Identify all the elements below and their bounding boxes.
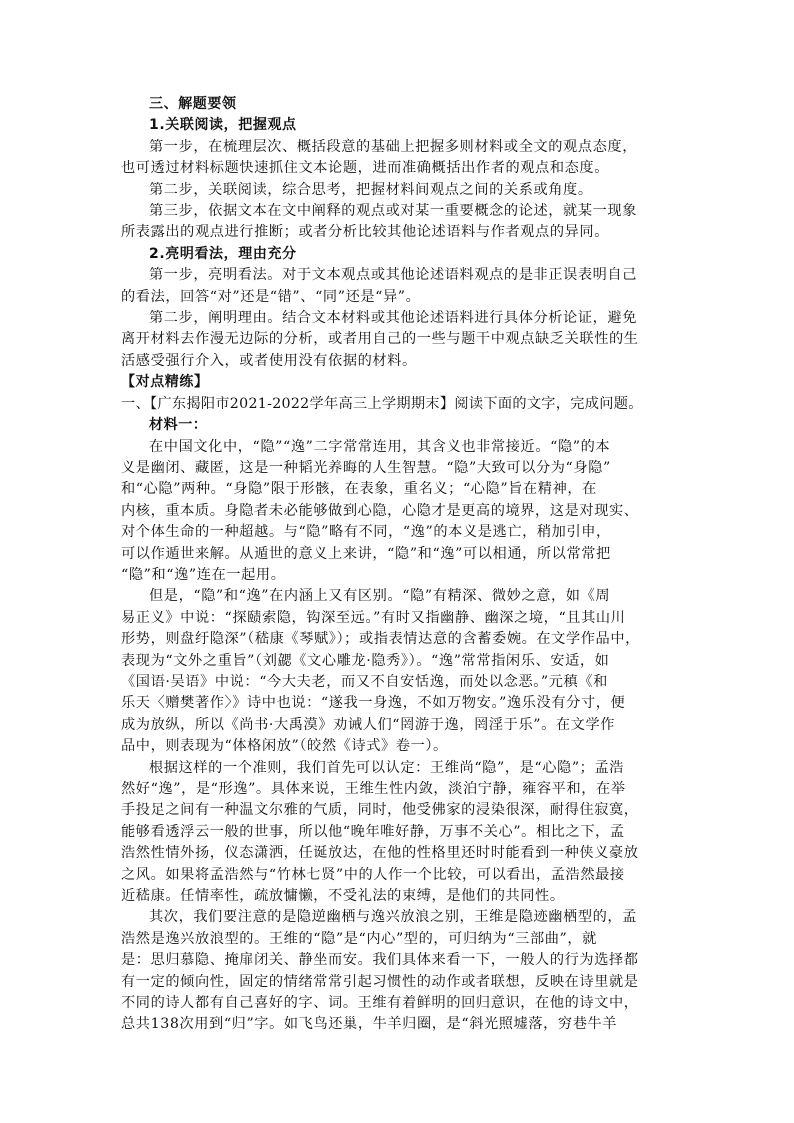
text-line: 易正义》中说：“探赜索隐，钩深至远。”有时又指幽静、幽深之境，“且其山川 (121, 609, 626, 626)
document-body (121, 94, 673, 1036)
text-line: 近嵇康。任情率性，疏放慵懒，不受礼法的束缚，是他们的共同性。 (121, 888, 565, 905)
text-line: 第二步，关联阅读，综合思考，把握材料间观点之间的关系或角度。 (149, 181, 593, 198)
text-line: 形势，则盘纡隐深”（嵇康《琴赋》）；或指表情达意的含蓄委婉。在文学作品中， (121, 631, 640, 648)
text-line: 所表露出的观点进行推断；或者分析比较其他论述语料与作者观点的异同。 (121, 224, 609, 241)
text-line: 的看法，回答“对”还是“错”、“同”还是“异”。 (121, 288, 421, 305)
section-heading: 2.亮明看法，理由充分 (149, 245, 297, 262)
text-line: 其次，我们要注意的是隐逆幽栖与逸兴放浪之别，王维是隐迹幽栖型的，孟 (149, 909, 637, 926)
text-line: 在中国文化中，“隐”“逸”二字常常连用，其含义也非常接近。“隐”的本 (149, 438, 611, 455)
text-line: 有一定的倾向性，固定的情绪常常引起习惯性的动作或者联想，反映在诗里就是 (121, 973, 639, 990)
section-heading: 三、解题要领 (149, 96, 237, 112)
text-line: 第一步，在梳理层次、概括段意的基础上把握多则材料或全文的观点态度， (149, 138, 637, 155)
text-line: 乐天〈赠樊著作〉》诗中也说：“遂我一身逸，不如万物安。”逸乐没有分寸，便 (121, 695, 626, 712)
text-line: 义是幽闭、藏匿，这是一种韬光养晦的人生智慧。“隐”大致可以分为“身隐” (121, 459, 611, 476)
text-line: 总共138次用到“归”字。如飞鸟还巢，牛羊归圈，是“斜光照墟落，穷巷牛羊 (121, 1016, 618, 1033)
text-line: 但是，“隐”和“逸”在内涵上又有区别。“隐”有精深、微妙之意，如《周 (149, 588, 611, 605)
text-line: 活感受强行介入，或者使用没有依据的材料。 (121, 352, 417, 369)
section-heading: 【对点精练】 (121, 374, 209, 391)
text-line: 品中，则表现为“体格闲放”（皎然《诗式》卷一）。 (121, 738, 448, 755)
text-line: 之风。如果将孟浩然与“竹林七贤”中的人作一个比较，可以看出，孟浩然最接 (121, 866, 625, 883)
text-line: 表现为“文外之重旨”（刘勰《文心雕龙·隐秀》）。“逸”常常指闲乐、安适，如 (121, 652, 610, 669)
text-line: 《国语·吴语》中说：“今大夫老，而又不自安恬逸，而处以念恶。”元稹《和 (121, 673, 608, 690)
text-line: 第三步，依据文本在文中阐释的观点或对某一重要概念的论述，就某一现象 (149, 203, 637, 220)
section-heading: 1.关联阅读，把握观点 (149, 117, 297, 134)
text-line: 根据这样的一个准则，我们首先可以认定：王维尚“隐”，是“心隐”；孟浩 (149, 759, 625, 776)
text-line: 也可透过材料标题快速抓住文本论题，进而准确概括出作者的观点和态度。 (121, 160, 609, 177)
text-line: 对个体生命的一种超越。与“隐”略有不同，“逸”的本义是逃亡，稍加引申， (121, 524, 611, 541)
text-line: 一、【广东揭阳市2021-2022学年高三上学期期末】阅读下面的文字，完成问题。 (121, 395, 643, 412)
section-heading: 材料一： (149, 417, 208, 434)
text-line: 成为放纵，所以《尚书·大禹漠》劝诫人们“罔游于逸，罔淫于乐”。在文学作 (121, 716, 616, 733)
text-line: 不同的诗人都有自己喜好的字、词。王维有着鲜明的回归意识，在他的诗文中， (121, 995, 639, 1012)
text-line: 可以作遁世来解。从遁世的意义上来讲，“隐”和“逸”可以相通，所以常常把 (121, 545, 611, 562)
text-line: 浩然性情外扬，仪态潇洒，任诞放达，在他的性格里还时时能看到一种侠义豪放 (121, 845, 639, 862)
text-line: 然好“逸”，是“形逸”。具体来说，王维生性内敛，淡泊宁静，雍容平和，在举 (121, 781, 626, 797)
text-line: 离开材料去作漫无边际的分析，或者用自己的一些与题干中观点缺乏关联性的生 (121, 331, 639, 348)
text-line: 是：思归慕隐、掩扉闭关、静坐而安。我们具体来看一下，一般人的行为选择都 (121, 952, 639, 969)
text-line: 内核，重本质。身隐者未必能够做到心隐，心隐才是更高的境界，这是对现实、 (121, 502, 639, 519)
text-line: 能够看透浮云一般的世事，所以他“晚年唯好静，万事不关心”。相比之下，孟 (121, 823, 625, 840)
text-line: 和“心隐”两种。“身隐”限于形骸，在表象，重名义；“心隐”旨在精神，在 (121, 481, 597, 498)
text-line: 第二步，阐明理由。结合文本材料或其他论述语料进行具体分析论证，避免 (149, 310, 637, 327)
text-line: “隐”和“逸”连在一起用。 (121, 566, 286, 583)
text-line: 浩然是逸兴放浪型的。王维的“隐”是“内心”型的，可归纳为“三部曲”，就 (121, 930, 597, 947)
text-line: 手投足之间有一种温文尔雅的气质，同时，他受佛家的浸染很深，耐得住寂寞， (121, 802, 639, 819)
text-line: 第一步，亮明看法。对于文本观点或其他论述语料观点的是非正误表明自己 (149, 267, 637, 284)
